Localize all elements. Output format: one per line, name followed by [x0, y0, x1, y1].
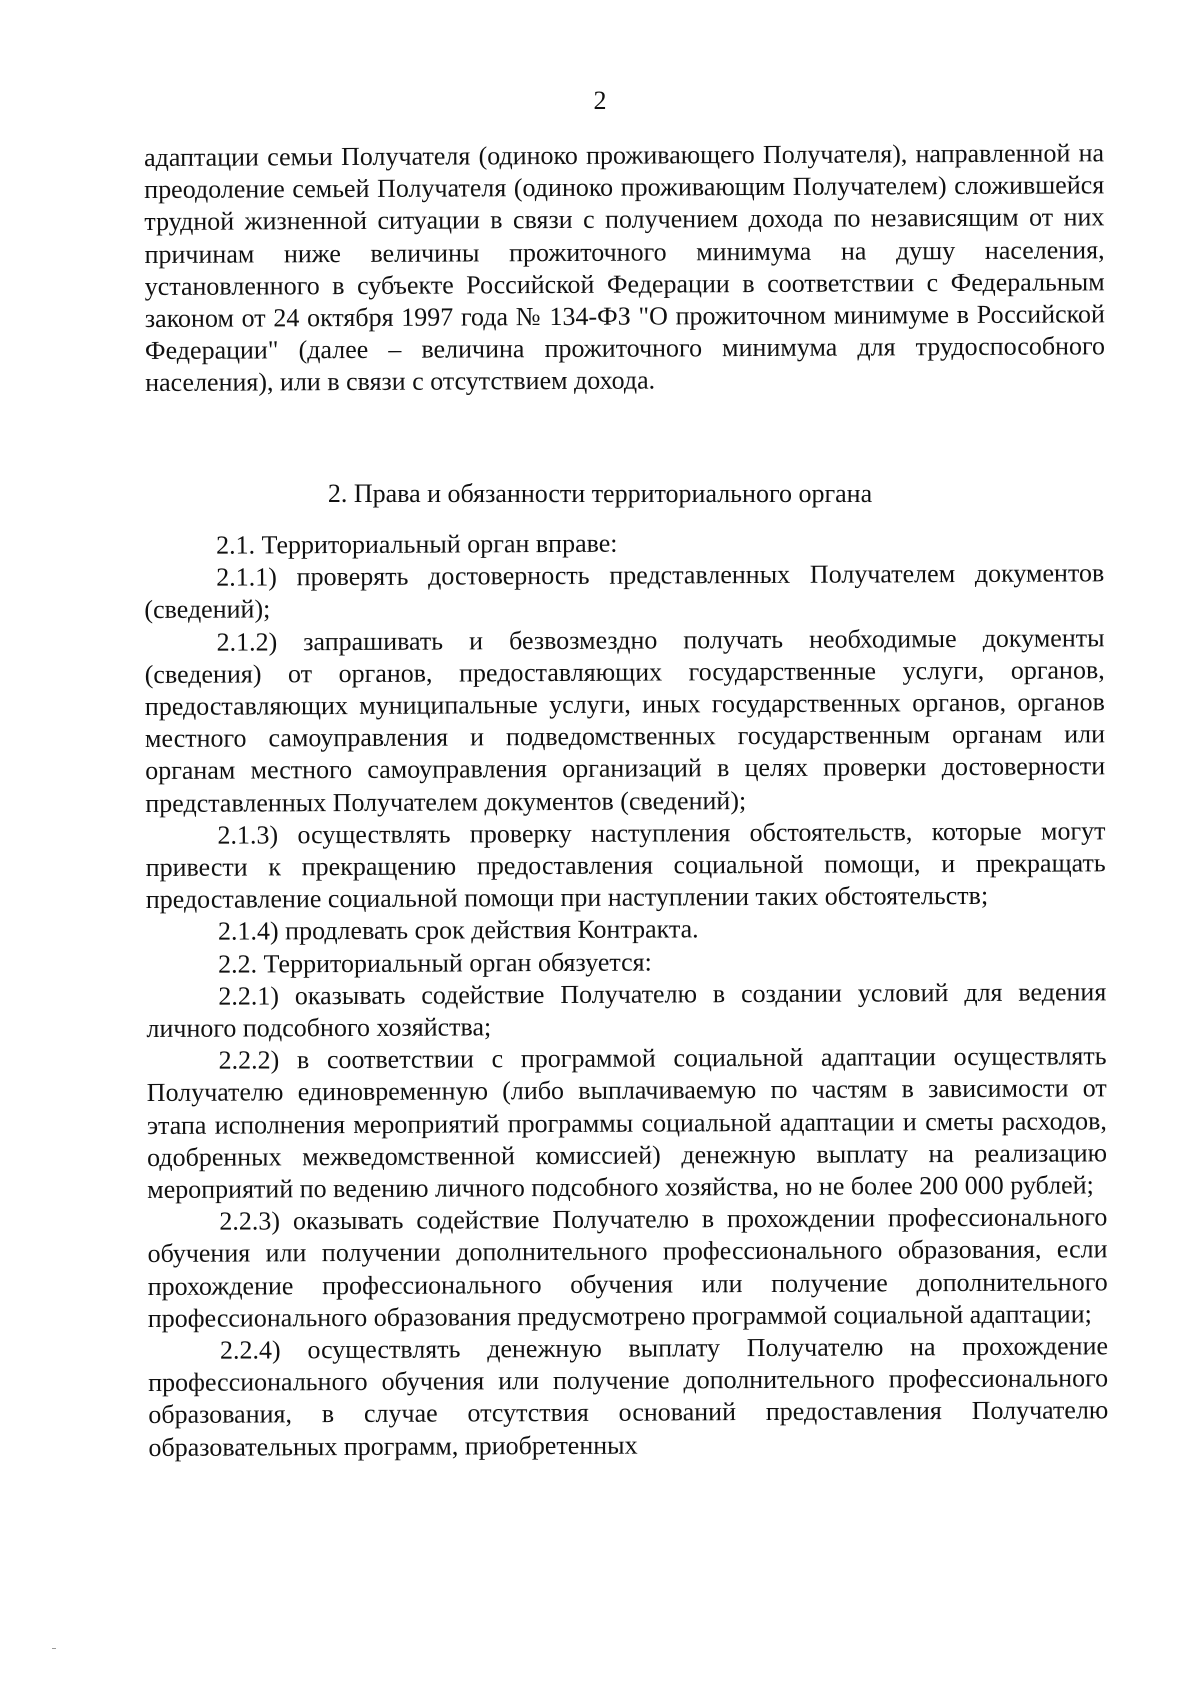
- paragraph-2-2-2: 2.2.2) в соответствии с программой социальной адаптации осуществлять Получателю единовременную (либо выплачиваемую по частям в зависимости от этапа исполнения мероприятий программы социальной адаптации и сметы расходов, одобренных межведомственной комиссией) денежную выплату на реализацию мероприятий по ведению личного подсобного хозяйства, но не более 200 000 рублей;: [146, 1041, 1108, 1205]
- section-heading: 2. Права и обязанности территориального органа: [327, 479, 873, 508]
- paragraph-2-1-3: 2.1.3) осуществлять проверку наступления обстоятельств, которые могут привести к прекращению предоставления социальной помощи, и прекращать предоставление социальной помощи при наступлении таких обстоятельств;: [145, 816, 1106, 915]
- paragraph-2-2-3: 2.2.3) оказывать содействие Получателю в прохождении профессионального обучения или получении дополнительного профессионального образования, если прохождение профессионального обучения или получение дополнительного профессионального образования предусмотрено программой социальной адаптации;: [147, 1202, 1108, 1333]
- page-number: 2: [593, 86, 607, 115]
- paragraph-2-2-4: 2.2.4) осуществлять денежную выплату Получателю на прохождение профессионального обучения или получение дополнительного профессионального образования, в случае отсутствия оснований предоставления Получателю образовательных программ, приобретенных: [148, 1331, 1109, 1462]
- paragraph-2-1: 2.1. Территориальный орган вправе:: [216, 528, 618, 560]
- intro-paragraph: [144, 137, 1105, 399]
- section-body: [144, 525, 1109, 1464]
- paragraph-2-2: 2.2. Территориальный орган обязуется:: [218, 947, 652, 979]
- paragraph-2-1-1: 2.1.1) проверять достоверность представленных Получателем документов (сведений);: [144, 558, 1105, 625]
- scan-mark: [52, 1648, 56, 1649]
- paragraph-2-1-2: 2.1.2) запрашивать и безвозмездно получать необходимые документы (сведения) от органов, предоставляющих государственные услуги, органов, предоставляющих муниципальные услуги, иных государственных органов, органов местного самоуправления и подведомственных государственным органам или органам местного самоуправления организаций в целях проверки достоверности представленных Получателем документов (сведений);: [144, 622, 1106, 818]
- paragraph-2-1-4: 2.1.4) продлевать срок действия Контракта.: [217, 914, 699, 947]
- paragraph-2-2-1: 2.2.1) оказывать содействие Получателю в создании условий для ведения личного подсобного хозяйства;: [146, 977, 1107, 1044]
- intro-text: адаптации семьи Получателя (одиноко проживающего Получателя), направленной на преодоление семьей Получателя (одиноко проживающим Получателем) сложившейся трудной жизненной ситуации в связи с получением дохода по независящим от них причинам ниже величины прожиточного минимума на душу населения, установленного в субъекте Российской Федерации в соответствии с Федеральным законом от 24 октября 1997 года № 134-ФЗ "О прожиточном минимуме в Российской Федерации" (далее – величина прожиточного минимума для трудоспособного населения), или в связи с отсутствием дохода.: [144, 138, 1106, 398]
